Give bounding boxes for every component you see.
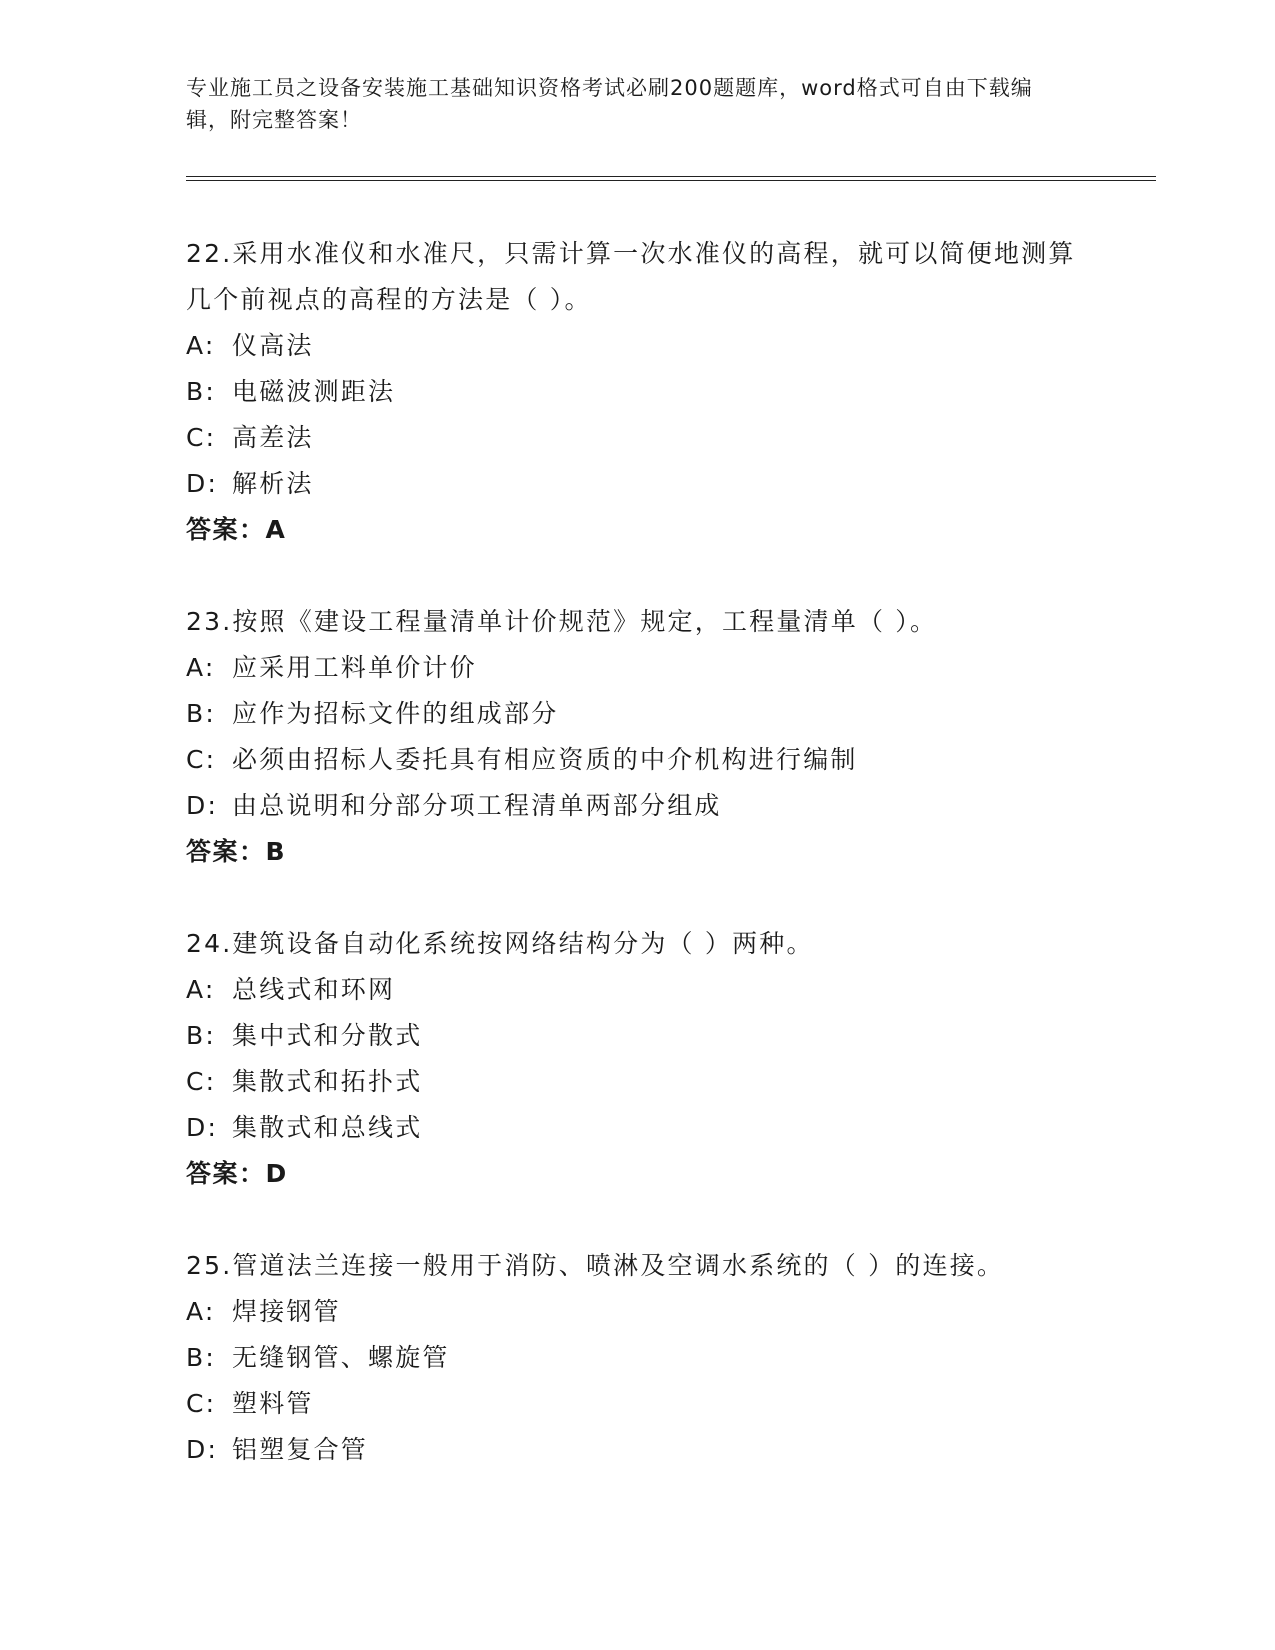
option-a xyxy=(186,645,1156,691)
question-23 xyxy=(186,599,1156,875)
option-text: 应采用工料单价计价 xyxy=(232,653,477,682)
option-letter: C: xyxy=(186,1389,217,1418)
option-text: 电磁波测距法 xyxy=(232,377,396,406)
option-d xyxy=(186,461,1156,507)
option-b xyxy=(186,1013,1156,1059)
option-c xyxy=(186,737,1156,783)
option-text: 解析法 xyxy=(232,469,314,498)
option-letter: D: xyxy=(186,469,219,498)
option-letter: D: xyxy=(186,791,219,820)
option-b xyxy=(186,369,1156,415)
option-d xyxy=(186,783,1156,829)
option-text: 应作为招标文件的组成部分 xyxy=(232,699,559,728)
option-letter: A: xyxy=(186,653,216,682)
option-text: 由总说明和分部分项工程清单两部分组成 xyxy=(232,791,722,820)
question-stem: 25.管道法兰连接一般用于消防、喷淋及空调水系统的（ ）的连接。 xyxy=(186,1251,1005,1280)
option-text: 无缝钢管、螺旋管 xyxy=(232,1343,450,1372)
document-header-title: 专业施工员之设备安装施工基础知识资格考试必刷200题题库，word格式可自由下载编辑，附完整答案！ xyxy=(186,76,1033,132)
question-answer: 答案：D xyxy=(186,1159,288,1188)
option-c xyxy=(186,1059,1156,1105)
option-letter: A: xyxy=(186,1297,216,1326)
option-letter: B: xyxy=(186,1021,216,1050)
header-double-rule xyxy=(186,176,1156,181)
option-d xyxy=(186,1105,1156,1151)
option-text: 焊接钢管 xyxy=(232,1297,341,1326)
option-c xyxy=(186,415,1156,461)
question-25 xyxy=(186,1243,1156,1473)
document-page xyxy=(186,72,1156,1519)
option-letter: B: xyxy=(186,1343,216,1372)
question-24 xyxy=(186,921,1156,1197)
option-c xyxy=(186,1381,1156,1427)
option-letter: D: xyxy=(186,1113,219,1142)
option-a xyxy=(186,323,1156,369)
option-d xyxy=(186,1427,1156,1473)
option-text: 必须由招标人委托具有相应资质的中介机构进行编制 xyxy=(232,745,858,774)
option-text: 总线式和环网 xyxy=(232,975,396,1004)
option-text: 塑料管 xyxy=(232,1389,314,1418)
question-answer: 答案：A xyxy=(186,515,287,544)
option-text: 高差法 xyxy=(232,423,314,452)
question-22 xyxy=(186,231,1156,553)
question-list xyxy=(186,231,1156,1473)
option-text: 仪高法 xyxy=(232,331,314,360)
option-text: 铝塑复合管 xyxy=(232,1435,369,1464)
option-letter: D: xyxy=(186,1435,219,1464)
option-letter: B: xyxy=(186,699,216,728)
option-text: 集散式和总线式 xyxy=(232,1113,423,1142)
question-stem: 23.按照《建设工程量清单计价规范》规定，工程量清单（ ）。 xyxy=(186,607,938,636)
option-a xyxy=(186,1289,1156,1335)
option-letter: C: xyxy=(186,423,217,452)
option-text: 集散式和拓扑式 xyxy=(232,1067,423,1096)
option-a xyxy=(186,967,1156,1013)
question-answer: 答案：B xyxy=(186,837,287,866)
option-letter: A: xyxy=(186,331,216,360)
option-letter: C: xyxy=(186,745,217,774)
option-b xyxy=(186,1335,1156,1381)
option-text: 集中式和分散式 xyxy=(232,1021,423,1050)
option-letter: B: xyxy=(186,377,216,406)
option-letter: A: xyxy=(186,975,216,1004)
question-stem: 22.采用水准仪和水准尺，只需计算一次水准仪的高程，就可以简便地测算几个前视点的高程的方法是（ ）。 xyxy=(186,239,1076,314)
option-b xyxy=(186,691,1156,737)
option-letter: C: xyxy=(186,1067,217,1096)
question-stem: 24.建筑设备自动化系统按网络结构分为（ ）两种。 xyxy=(186,929,814,958)
